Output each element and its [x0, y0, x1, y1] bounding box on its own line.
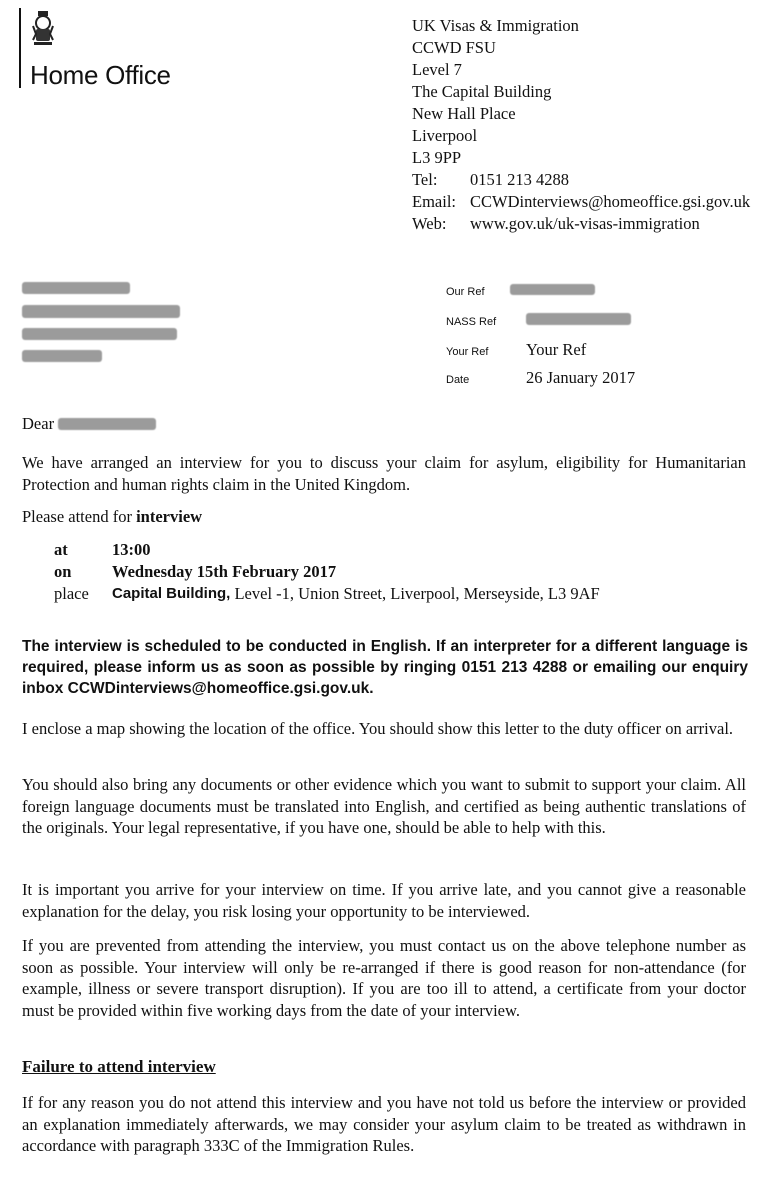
redacted-ref-value: [526, 313, 631, 325]
ref-label: NASS Ref: [446, 316, 497, 328]
redacted-recipient-line: [22, 305, 180, 318]
appointment-details: [54, 539, 600, 605]
salutation: [22, 414, 156, 434]
department-name: Home Office: [30, 60, 171, 90]
documents-paragraph: You should also bring any documents or other evidence which you want to submit to support your claim. All foreign language documents must be translated into English, and certified as being authentic translations of the originals. Your legal representative, if you have one, should be able to help with this.: [22, 775, 746, 837]
contact-value: CCWDinterviews@homeoffice.gsi.gov.uk: [470, 192, 751, 211]
address-line: New Hall Place: [412, 104, 516, 123]
address-line: Liverpool: [412, 126, 478, 145]
intro-paragraph: We have arranged an interview for you to discuss your claim for asylum, eligibility for Humanitarian Protection and human rights claim in the United Kingdom.: [22, 453, 746, 494]
attend-prefix: Please attend for: [22, 507, 137, 526]
redacted-recipient-line: [22, 328, 177, 340]
prevented-paragraph: If you are prevented from attending the interview, you must contact us on the above telephone number as soon as possible. Your interview will only be re-arranged if there is good reason for non-attendance (for example, illness or severe transport disruption). If you are too ill to attend, a certificate from your doctor must be provided within five working days from the date of your interview.: [22, 936, 746, 1020]
appt-label: place: [54, 584, 89, 603]
address-line: Level 7: [412, 60, 462, 79]
attend-line: [22, 507, 202, 527]
address-line: The Capital Building: [412, 82, 552, 101]
redacted-recipient-name: [58, 418, 156, 430]
ref-label: Date: [446, 374, 470, 386]
appointment-place: [54, 583, 600, 605]
appointment-time: [54, 539, 600, 561]
contact-label: Web:: [412, 214, 447, 233]
contact-tel: [412, 169, 750, 191]
sender-address: [412, 15, 750, 235]
redacted-recipient-line: [22, 282, 130, 294]
royal-crest-icon: [30, 10, 56, 48]
address-line: UK Visas & Immigration: [412, 16, 579, 35]
contact-label: Email:: [412, 192, 456, 211]
ref-nass: [446, 313, 631, 328]
ref-label: Our Ref: [446, 286, 485, 298]
appt-label: on: [54, 562, 72, 581]
ref-your: [446, 340, 586, 360]
contact-value: www.gov.uk/uk-visas-immigration: [470, 214, 700, 233]
language-paragraph: The interview is scheduled to be conducted in English. If an interpreter for a different language is required, please inform us as soon as possible by ringing 0151 213 4288 or emailing our enquiry inbox CCWDinterviews@homeoffice.gsi.gov.uk.: [22, 638, 748, 697]
map-paragraph: I enclose a map showing the location of the office. You should show this letter to the duty officer on arrival.: [22, 719, 734, 738]
ref-date: [446, 368, 635, 388]
failure-paragraph: If for any reason you do not attend this interview and you have not told us before the interview or provided an explanation immediately afterwards, we may consider your asylum claim to be treated as withdrawn in accordance with paragraph 333C of the Immigration Rules.: [22, 1093, 746, 1155]
contact-value: 0151 213 4288: [470, 170, 569, 189]
appt-place-bold: Capital Building,: [112, 585, 231, 602]
ref-value: Your Ref: [526, 340, 587, 359]
appt-value: 13:00: [112, 540, 151, 559]
salutation-text: Dear: [22, 414, 55, 433]
contact-email: [412, 191, 750, 213]
contact-web: [412, 213, 750, 235]
failure-heading: Failure to attend interview: [22, 1057, 216, 1076]
ref-our: [446, 284, 595, 298]
appt-value: Wednesday 15th February 2017: [112, 562, 337, 581]
address-line: L3 9PP: [412, 148, 462, 167]
appt-label: at: [54, 540, 68, 559]
ref-value: 26 January 2017: [526, 368, 636, 387]
appointment-date: [54, 561, 600, 583]
redacted-recipient-line: [22, 350, 102, 362]
logo-divider: [19, 8, 21, 88]
address-line: CCWD FSU: [412, 38, 496, 57]
redacted-ref-value: [510, 284, 595, 295]
attend-bold: interview: [136, 507, 203, 526]
ref-label: Your Ref: [446, 346, 489, 358]
appt-place-rest: Level -1, Union Street, Liverpool, Merseyside, L3 9AF: [230, 584, 600, 603]
contact-label: Tel:: [412, 170, 438, 189]
on-time-paragraph: It is important you arrive for your interview on time. If you arrive late, and you cannot give a reasonable explanation for the delay, you risk losing your opportunity to be interviewed.: [22, 880, 746, 921]
